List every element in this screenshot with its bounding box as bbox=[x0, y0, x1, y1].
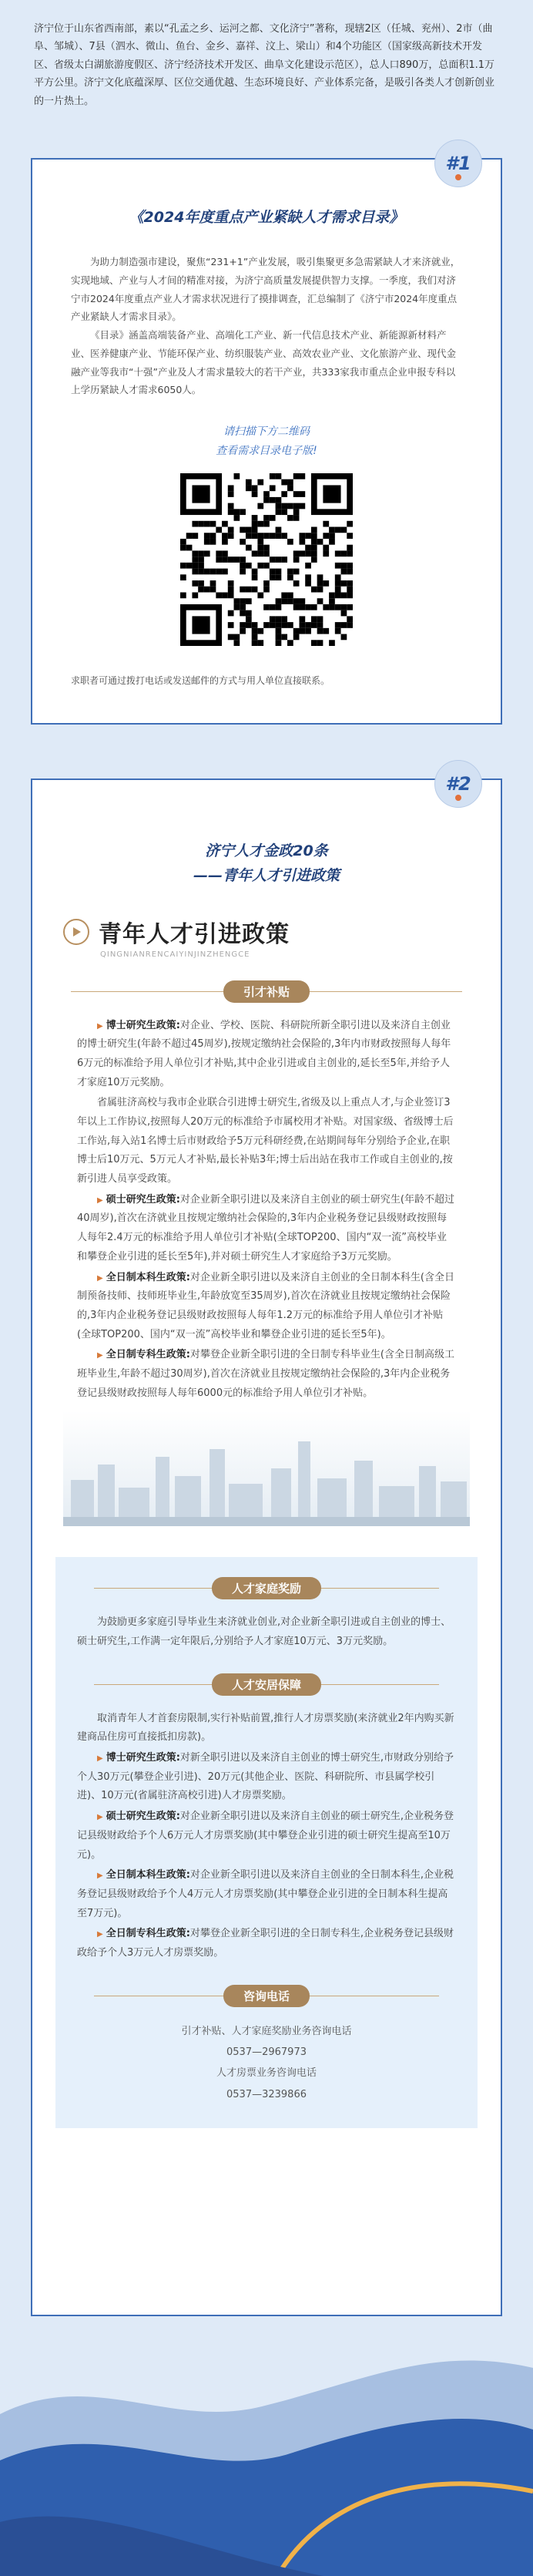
youth-policy-card bbox=[31, 773, 502, 2316]
ribbon-contact bbox=[55, 1985, 478, 2007]
ribbon-family bbox=[55, 1577, 478, 1599]
tag-family: 人才家庭奖励 bbox=[212, 1577, 321, 1599]
city-skyline-image bbox=[63, 1411, 470, 1526]
policy-item bbox=[32, 1094, 501, 1189]
qr-code-icon[interactable] bbox=[180, 473, 353, 646]
policy-item-label: 博士研究生政策: bbox=[106, 1019, 180, 1031]
triangle-bullet-icon: ▶ bbox=[97, 1021, 103, 1031]
triangle-bullet-icon: ▶ bbox=[97, 1351, 103, 1360]
policy-item-text: 对企业新全职引进以及来济自主创业的硕士研究生,企业税务登记县级财政给予个人6万元人才房票奖励(其中攀登企业引进的硕士研究生提高至10万元)。 bbox=[77, 1811, 454, 1861]
policy-item-text: 对攀登企业新全职引进的全日制专科毕业生(含全日制高级工班毕业生,年龄不超过30周岁),首次在济就业且按规定缴纳社会保险的,3年内企业税务登记县级财政按照每人每年6000元的标准给予用人单位引才补贴。 bbox=[77, 1349, 454, 1399]
badge-number: #1 bbox=[445, 153, 471, 174]
triangle-bullet-icon: ▶ bbox=[97, 1930, 103, 1939]
triangle-bullet-icon: ▶ bbox=[97, 1871, 103, 1881]
tag-contact: 咨询电话 bbox=[223, 1985, 310, 2007]
intro-text: 济宁位于山东省西南部，素以“孔孟之乡、运河之都、文化济宁”著称，现辖2区（任城、兖州）、2市（曲阜、邹城）、7县（泗水、微山、鱼台、金乡、嘉祥、汶上、梁山）和4个功能区（国家级高新技术开发区、省级太白湖旅游度假区、济宁经济技术开发区、曲阜文化建设示范区），总人口890万，总面积1.1万平方公里。济宁文化底蕴深厚、区位交通优越、生态环境良好、产业体系完备，是吸引各类人才创新创业的一片热土。 bbox=[34, 23, 495, 107]
policy-item-text: 对企业新全职引进以及来济自主创业的全日制本科生,企业税务登记县级财政给予个人4万元人才房票奖励(其中攀登企业引进的全日制本科生提高至7万元)。 bbox=[77, 1869, 454, 1919]
triangle-bullet-icon: ▶ bbox=[97, 1196, 103, 1205]
policy-item-text: 对企业新全职引进以及来济自主创业的全日制本科生(含全日制预备技师、技师班毕业生,年龄放宽至35周岁),首次在济就业且按规定缴纳社会保险的,3年内企业税务登记县级财政按照每人每年1.2万元的标准给予用人单位引才补贴(全球TOP200、国内“双一流”高校毕业和攀登企业引进的延长至5年)。 bbox=[77, 1271, 454, 1340]
contact-label-2: 人才房票业务咨询电话 bbox=[216, 2067, 317, 2080]
policy-item-text: 省属驻济高校与我市企业联合引进博士研究生,省级及以上重点人才,与企业签订3年以上工作协议,按照每人20万元的标准给予市属校用才补贴。对国家级、省级博士后工作站,每入站1名博士后市财政给予5万元科研经费,在站期间每年分别给予企业,在职博士后10万元、5万元人才补贴,最长补贴3年;博士后出站在我市工作或自主创业的,按新引进人员享受政策。 bbox=[77, 1097, 454, 1185]
ribbon-subsidy bbox=[32, 980, 501, 1003]
policy-item bbox=[55, 1925, 478, 1962]
policy-item bbox=[32, 1346, 501, 1403]
benefits-panel bbox=[55, 1557, 478, 2128]
section-badge-2 bbox=[434, 760, 482, 808]
youth-pinyin: QINGNIANRENCAIYINJINZHENGCE bbox=[100, 950, 250, 959]
decorative-waves bbox=[0, 2322, 533, 2576]
contact-phone-2[interactable]: 0537—3239866 bbox=[226, 2088, 307, 2100]
qr-caption-line-1: 请扫描下方二维码 bbox=[223, 425, 310, 438]
catalog-title: 《2024年度重点产业紧缺人才需求目录》 bbox=[129, 209, 404, 226]
tag-housing: 人才安居保障 bbox=[212, 1673, 321, 1696]
badge-dot bbox=[455, 174, 461, 180]
policy-item bbox=[32, 1191, 501, 1267]
policy-item-text: 对新全职引进以及来济自主创业的博士研究生,市财政分别给予个人30万元(攀登企业引进)、20万元(其他企业、医院、科研院所、市县属学校引进)、10万元(省属驻济高校引进)人才房票奖励。 bbox=[77, 1752, 454, 1802]
catalog-paragraph-1: 为助力制造强市建设，聚焦“231+1”产业发展，吸引集聚更多急需紧缺人才来济就业，实现地域、产业与人才间的精准对接，为济宁高质量发展提供智力支撑。一季度，我们对济宁市2024年度重点产业人才需求状况进行了摸排调查，汇总编制了《济宁市2024年度重点产业紧缺人才需求目录》。 bbox=[71, 256, 461, 323]
policy-item bbox=[55, 1866, 478, 1923]
policy-title-line-2: ——青年人才引进政策 bbox=[193, 867, 340, 885]
policy-item bbox=[32, 1269, 501, 1345]
policy-item-label: 全日制专科生政策: bbox=[106, 1349, 190, 1361]
badge-dot bbox=[455, 795, 461, 801]
tag-subsidy: 引才补贴 bbox=[223, 980, 310, 1003]
badge-number: #2 bbox=[445, 773, 471, 795]
housing-intro: 取消青年人才首套房限制,实行补贴前置,推行人才房票奖励(来济就业2年内购买新建商品住房可直接抵扣房款)。 bbox=[77, 1712, 454, 1744]
policy-item-text: 对企业、学校、医院、科研院所新全职引进以及来济自主创业的博士研究生(年龄不超过45周岁),按规定缴纳社会保险的,3年内市财政按照每人每年6万元的标准给予用人单位引才补贴,其中企业引进或自主创业的,延长至5年,并给予人才家庭10万元奖励。 bbox=[77, 1019, 451, 1088]
triangle-bullet-icon: ▶ bbox=[97, 1754, 103, 1764]
policy-item-label: 博士研究生政策: bbox=[106, 1752, 180, 1764]
policy-item bbox=[55, 1749, 478, 1806]
policy-item-text: 对攀登企业新全职引进的全日制专科生,企业税务登记县级财政给予个人3万元人才房票奖励。 bbox=[77, 1928, 454, 1959]
housing-list bbox=[55, 1749, 478, 1963]
policy-item bbox=[32, 1017, 501, 1093]
youth-heading bbox=[63, 915, 501, 949]
family-text: 为鼓励更多家庭引导毕业生来济就业创业,对企业新全职引进或自主创业的博士、硕士研究生,工作满一定年限后,分别给予人才家庭10万元、3万元奖励。 bbox=[77, 1616, 451, 1648]
policy-title bbox=[32, 839, 501, 889]
policy-item-label: 全日制本科生政策: bbox=[106, 1271, 190, 1283]
contact-label-1: 引才补贴、人才家庭奖励业务咨询电话 bbox=[181, 2025, 352, 2037]
triangle-bullet-icon: ▶ bbox=[97, 1813, 103, 1822]
contact-phone-1[interactable]: 0537—2967973 bbox=[226, 2046, 307, 2058]
section-badge-1 bbox=[434, 140, 482, 187]
policy-item bbox=[55, 1808, 478, 1865]
catalog-footnote: 求职者可通过拨打电话或发送邮件的方式与用人单位直接联系。 bbox=[71, 675, 330, 687]
policy-item-label: 全日制本科生政策: bbox=[106, 1869, 190, 1882]
catalog-paragraph-2: 《目录》涵盖高端装备产业、高端化工产业、新一代信息技术产业、新能源新材料产业、医养健康产业、节能环保产业、纺织服装产业、高效农业产业、文化旅游产业、现代金融产业等我市“十强”产业及人才需求量较大的若干产业，共333家我市重点企业申报专科以上学历紧缺人才需求6050人。 bbox=[71, 329, 457, 396]
play-circle-icon bbox=[63, 919, 89, 945]
qr-caption-line-2: 查看需求目录电子版! bbox=[216, 445, 317, 458]
qr-caption bbox=[32, 422, 501, 461]
talent-catalog-card bbox=[31, 153, 502, 725]
subsidy-list bbox=[32, 1017, 501, 1404]
policy-item-label: 硕士研究生政策: bbox=[106, 1193, 180, 1206]
policy-title-line-1: 济宁人才金政20条 bbox=[205, 842, 328, 859]
policy-item-label: 全日制专科生政策: bbox=[106, 1928, 190, 1940]
triangle-bullet-icon: ▶ bbox=[97, 1273, 103, 1283]
policy-item-label: 硕士研究生政策: bbox=[106, 1811, 180, 1823]
ribbon-housing bbox=[55, 1673, 478, 1696]
policy-item-text: 对企业新全职引进以及来济自主创业的硕士研究生(年龄不超过40周岁),首次在济就业且按规定缴纳社会保险的,3年内企业税务登记县级财政按照每人每年2.4万元的标准给予用人单位引才补贴(全球TOP200、国内“双一流”高校毕业和攀登企业引进的延长至5年),并对硕士研究生人才家庭给予3万元奖励。 bbox=[77, 1193, 454, 1263]
youth-title: 青年人才引进政策 bbox=[99, 920, 290, 948]
contact-block bbox=[55, 2021, 478, 2105]
